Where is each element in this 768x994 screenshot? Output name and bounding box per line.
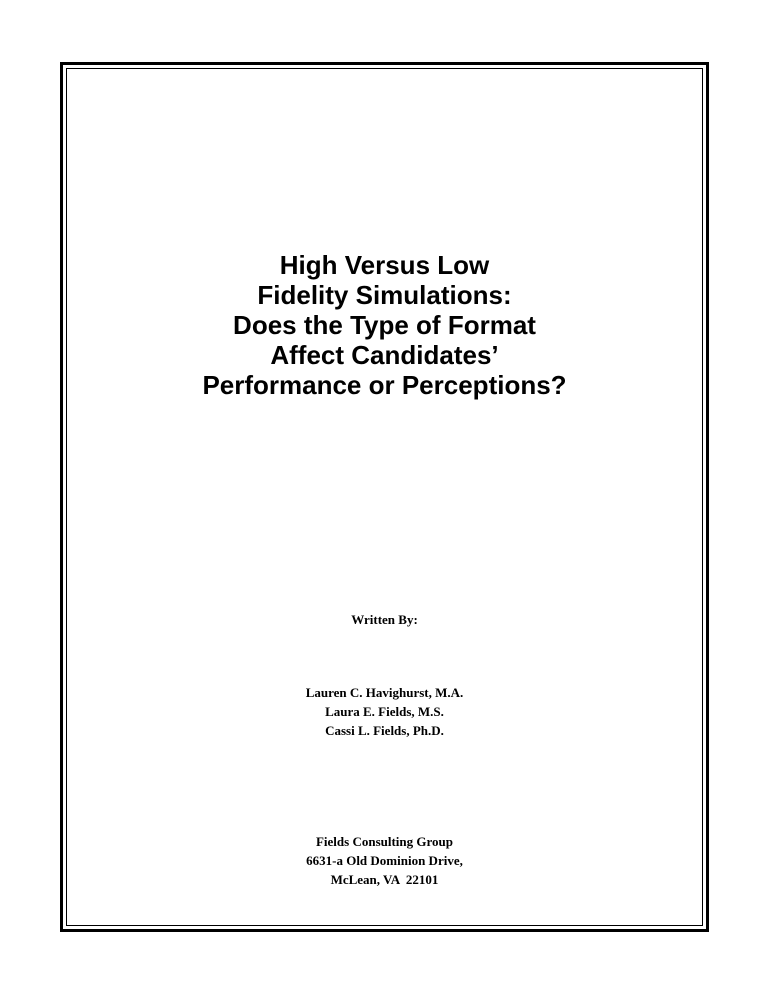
title-line: Affect Candidates’ [270,340,499,370]
page-border-inner [66,68,703,926]
title-line: High Versus Low [279,250,490,280]
written-by-label: Written By: [351,612,418,627]
author-name: Cassi L. Fields, Ph.D. [325,723,444,738]
author-name: Laura E. Fields, M.S. [325,704,444,719]
organization-street: 6631-a Old Dominion Drive, [306,853,463,868]
organization-city: McLean, VA 22101 [330,872,439,887]
title-line: Fidelity Simulations: [257,280,512,310]
title-line: Does the Type of Format [233,310,536,340]
author-name: Lauren C. Havighurst, M.A. [305,685,464,700]
document-title [66,250,703,400]
author-list [66,683,703,740]
organization-address [66,832,703,889]
title-line: Performance or Perceptions? [202,370,567,400]
organization-name: Fields Consulting Group [315,834,454,849]
